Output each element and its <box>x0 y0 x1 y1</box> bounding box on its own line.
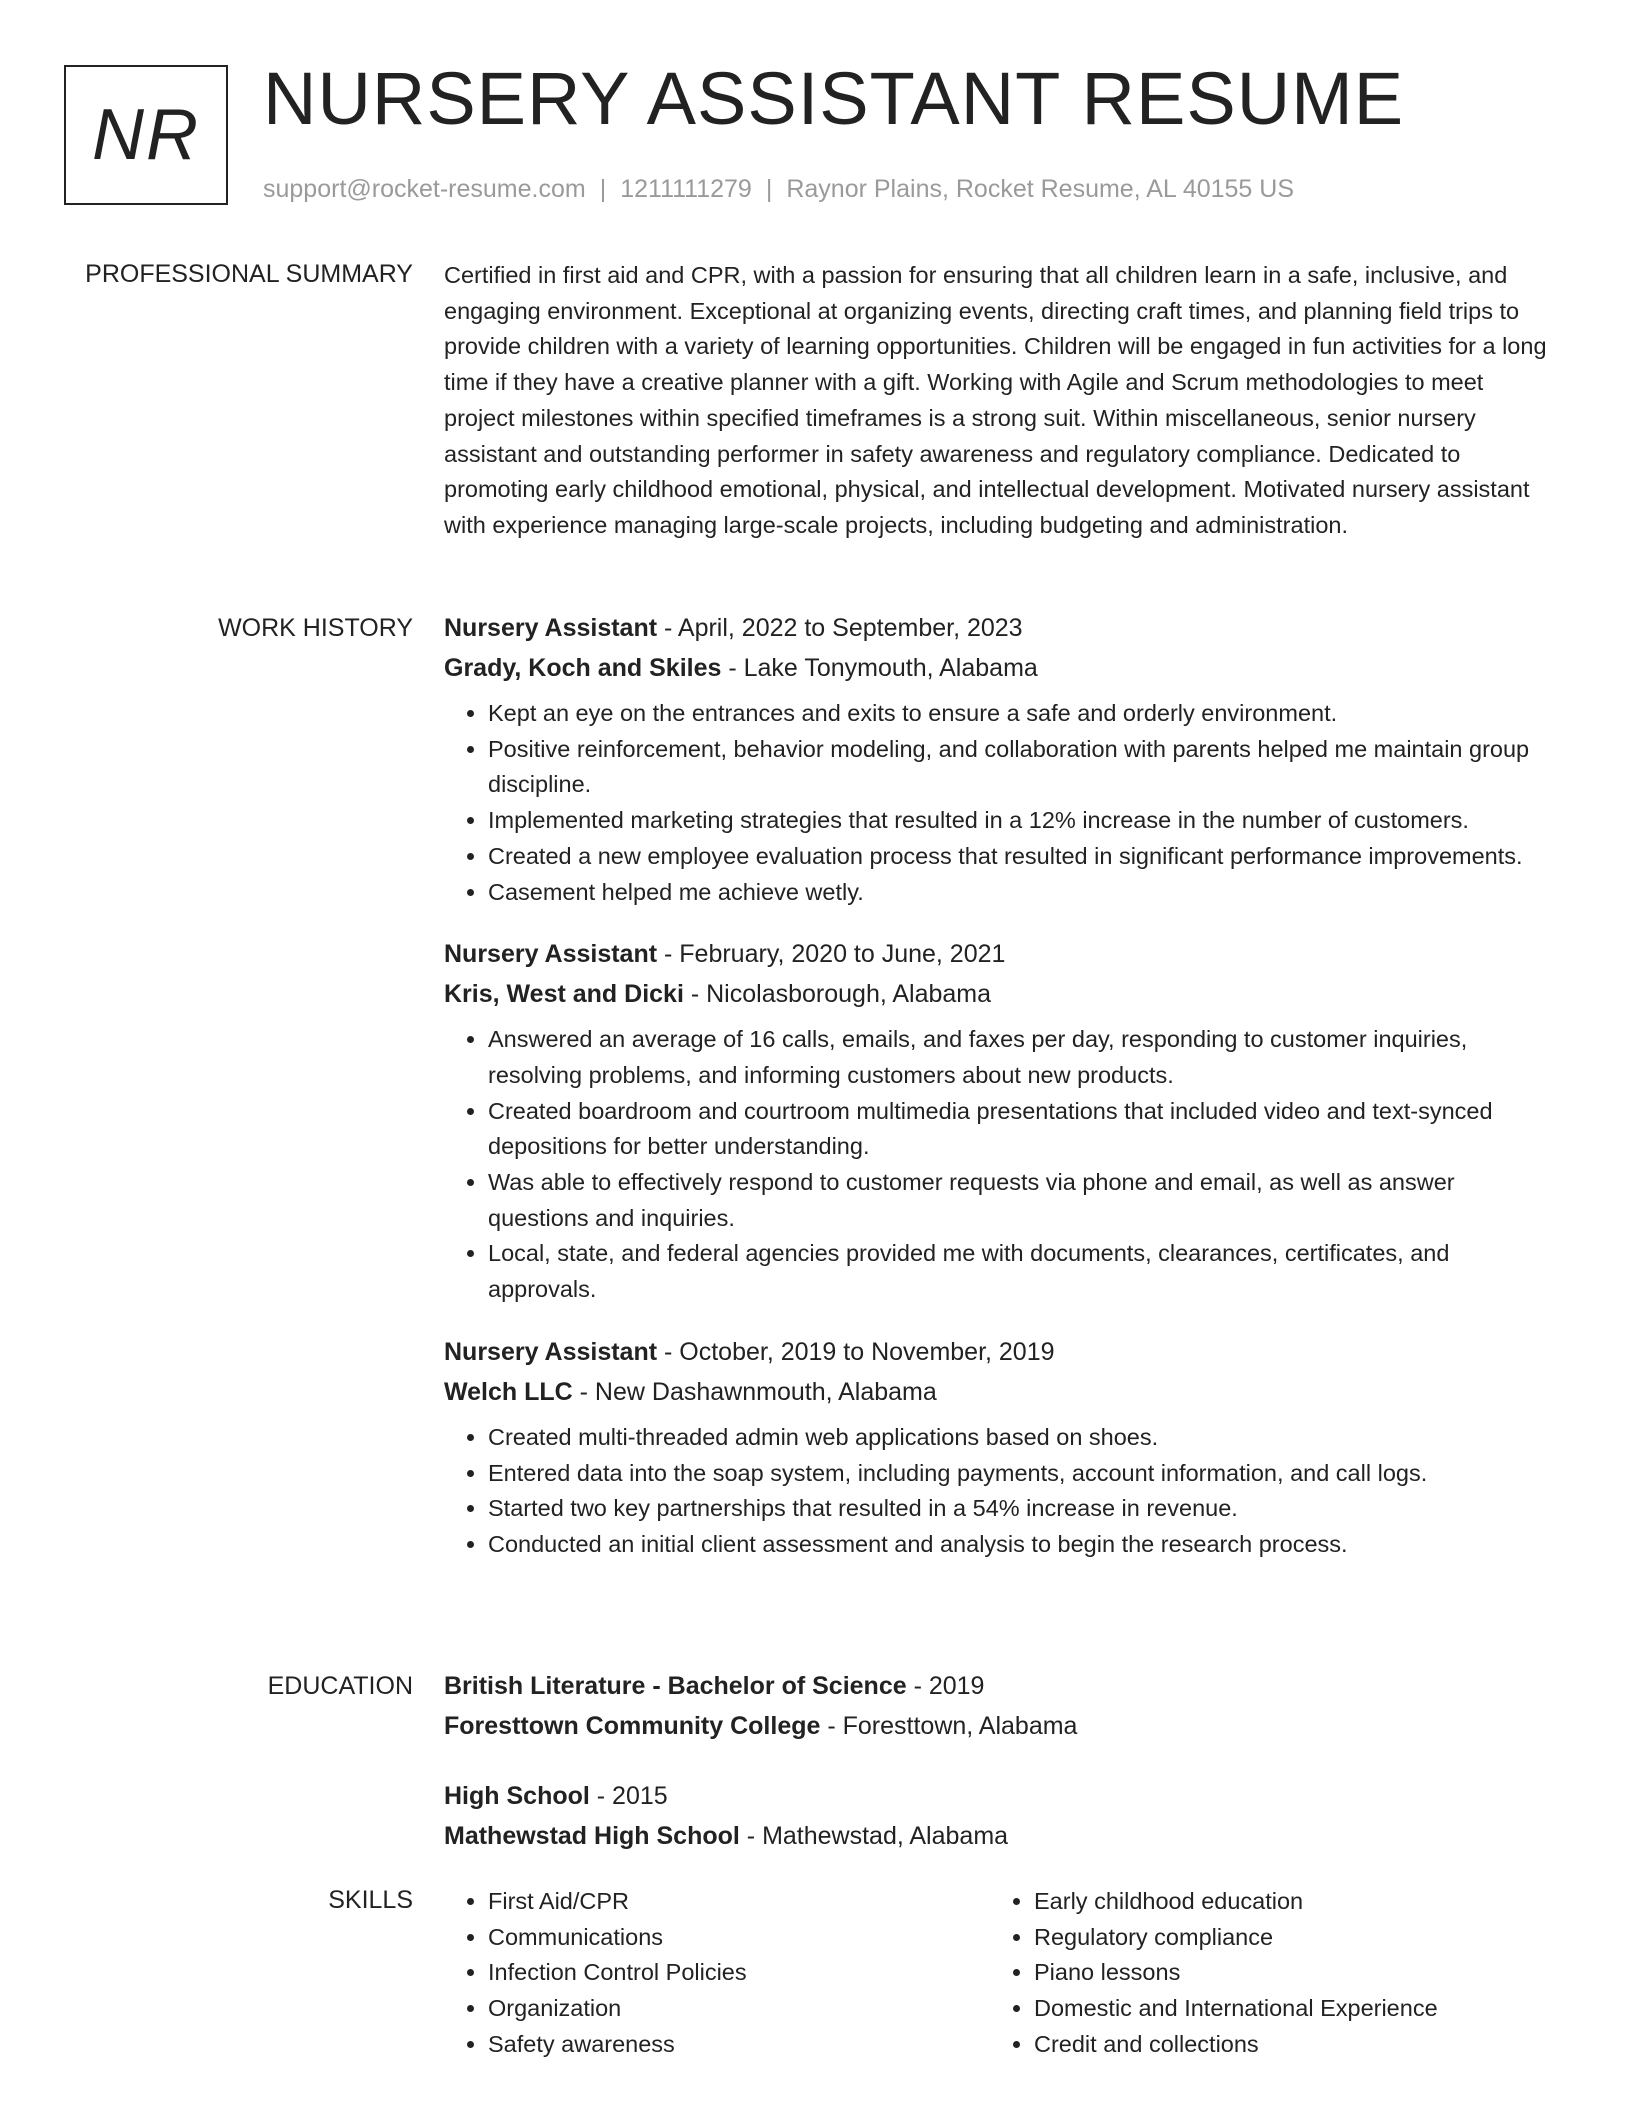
contact-separator: | <box>599 175 607 203</box>
job-dates: - February, 2020 to June, 2021 <box>657 940 1006 969</box>
job-location: - Nicolasborough, Alabama <box>683 980 992 1009</box>
skill-item: • Piano lessons <box>1034 1955 1536 1991</box>
skills-heading: SKILLS <box>328 1886 413 1914</box>
education-school-line <box>444 1816 1554 1856</box>
education-degree-line <box>444 1776 1554 1816</box>
skill-item: • Regulatory compliance <box>1034 1920 1536 1956</box>
resume-title: NURSERY ASSISTANT RESUME <box>263 57 1405 140</box>
job-entry <box>444 1332 1554 1563</box>
contact-separator: | <box>765 175 773 203</box>
education-location: - Mathewstad, Alabama <box>739 1822 1009 1850</box>
skill-item: • First Aid/CPR <box>488 1884 990 1920</box>
job-title-line <box>444 1332 1554 1372</box>
job-entry <box>444 608 1554 910</box>
job-bullet: • Answered an average of 16 calls, emails, and faxes per day, responding to customer inquiries, resolving problems, and informing customers about new products. <box>488 1022 1554 1093</box>
education-year: - 2019 <box>906 1672 985 1700</box>
education-school: Foresttown Community College <box>444 1712 821 1740</box>
job-bullet: • Created a new employee evaluation process that resulted in significant performance improvements. <box>488 839 1554 875</box>
job-title: Nursery Assistant <box>444 614 658 642</box>
summary-heading: PROFESSIONAL SUMMARY <box>85 260 413 288</box>
skills-list <box>444 1884 990 2063</box>
job-company-line <box>444 1372 1554 1412</box>
job-title: Nursery Assistant <box>444 1337 658 1366</box>
job-bullet: • Positive reinforcement, behavior modeling, and collaboration with parents helped me maintain group discipline. <box>488 732 1554 803</box>
skill-item: • Safety awareness <box>488 2027 990 2063</box>
job-location: - New Dashawnmouth, Alabama <box>572 1377 937 1406</box>
skills-list <box>990 1884 1536 2063</box>
monogram-initials: NR <box>92 95 200 175</box>
job-bullet: • Created multi-threaded admin web applications based on shoes. <box>488 1420 1554 1456</box>
job-bullets <box>444 1420 1554 1563</box>
job-company-line <box>444 648 1554 688</box>
skill-item: • Credit and collections <box>1034 2027 1536 2063</box>
education-heading: EDUCATION <box>267 1672 413 1700</box>
job-bullet: • Entered data into the soap system, including payments, account information, and call logs. <box>488 1456 1554 1492</box>
education-entry <box>444 1776 1554 1856</box>
job-bullets <box>444 696 1554 910</box>
job-company-line <box>444 974 1554 1014</box>
work-history-heading: WORK HISTORY <box>218 614 413 642</box>
contact-address: Raynor Plains, Rocket Resume, AL 40155 US <box>786 175 1295 203</box>
education-year: - 2015 <box>589 1782 668 1810</box>
job-bullet: • Local, state, and federal agencies provided me with documents, clearances, certificates, and approvals. <box>488 1236 1554 1307</box>
job-bullets <box>444 1022 1554 1308</box>
job-bullet: • Conducted an initial client assessment and analysis to begin the research process. <box>488 1527 1554 1563</box>
job-title-line <box>444 608 1554 648</box>
skill-item: • Domestic and International Experience <box>1034 1991 1536 2027</box>
job-entry <box>444 934 1554 1308</box>
job-dates: - April, 2022 to September, 2023 <box>657 614 1023 642</box>
job-bullet: • Started two key partnerships that resulted in a 54% increase in revenue. <box>488 1491 1554 1527</box>
skills-grid <box>444 1884 1554 2063</box>
job-bullet: • Casement helped me achieve wetly. <box>488 875 1554 911</box>
skills-column-right <box>990 1884 1536 2063</box>
job-title: Nursery Assistant <box>444 940 658 969</box>
skills-column-left <box>444 1884 990 2063</box>
contact-line <box>263 175 1294 204</box>
job-company: Grady, Koch and Skiles <box>444 654 722 682</box>
education-location: - Foresttown, Alabama <box>820 1712 1078 1740</box>
contact-phone[interactable]: 1211111279 <box>620 175 752 203</box>
education-degree-line <box>444 1666 1554 1706</box>
monogram-badge <box>64 65 228 205</box>
job-bullet: • Created boardroom and courtroom multimedia presentations that included video and text-synced depositions for better understanding. <box>488 1094 1554 1165</box>
job-company: Welch LLC <box>444 1377 573 1406</box>
job-title-line <box>444 934 1554 974</box>
skill-item: • Infection Control Policies <box>488 1955 990 1991</box>
education-school: Mathewstad High School <box>444 1822 740 1850</box>
skill-item: • Early childhood education <box>1034 1884 1536 1920</box>
education-school-line <box>444 1706 1554 1746</box>
skill-item: • Organization <box>488 1991 990 2027</box>
job-bullet: • Implemented marketing strategies that resulted in a 12% increase in the number of customers. <box>488 803 1554 839</box>
job-bullet: • Kept an eye on the entrances and exits to ensure a safe and orderly environment. <box>488 696 1554 732</box>
education-entry <box>444 1666 1554 1746</box>
job-dates: - October, 2019 to November, 2019 <box>657 1337 1055 1366</box>
job-bullet: • Was able to effectively respond to customer requests via phone and email, as well as answer questions and inquiries. <box>488 1165 1554 1236</box>
job-location: - Lake Tonymouth, Alabama <box>721 654 1038 682</box>
education-degree: High School <box>444 1782 590 1810</box>
skill-item: • Communications <box>488 1920 990 1956</box>
education-degree: British Literature - Bachelor of Science <box>444 1672 907 1700</box>
summary-text: Certified in first aid and CPR, with a passion for ensuring that all children learn in a safe, inclusive, and engaging environment. Exceptional at organizing events, directing craft times, and planning field trips to provide children with a variety of learning opportunities. Children will be engaged in fun activities for a long time if they have a creative planner with a gift. Working with Agile and Scrum methodologies to meet project milestones within specified timeframes is a strong suit. Within miscellaneous, senior nursery assistant and outstanding performer in safety awareness and regulatory compliance. Dedicated to promoting early childhood emotional, physical, and intellectual development. Motivated nursery assistant with experience managing large-scale projects, including budgeting and administration. <box>444 262 1547 538</box>
contact-email[interactable]: support@rocket-resume.com <box>263 175 586 203</box>
job-company: Kris, West and Dicki <box>444 980 684 1009</box>
